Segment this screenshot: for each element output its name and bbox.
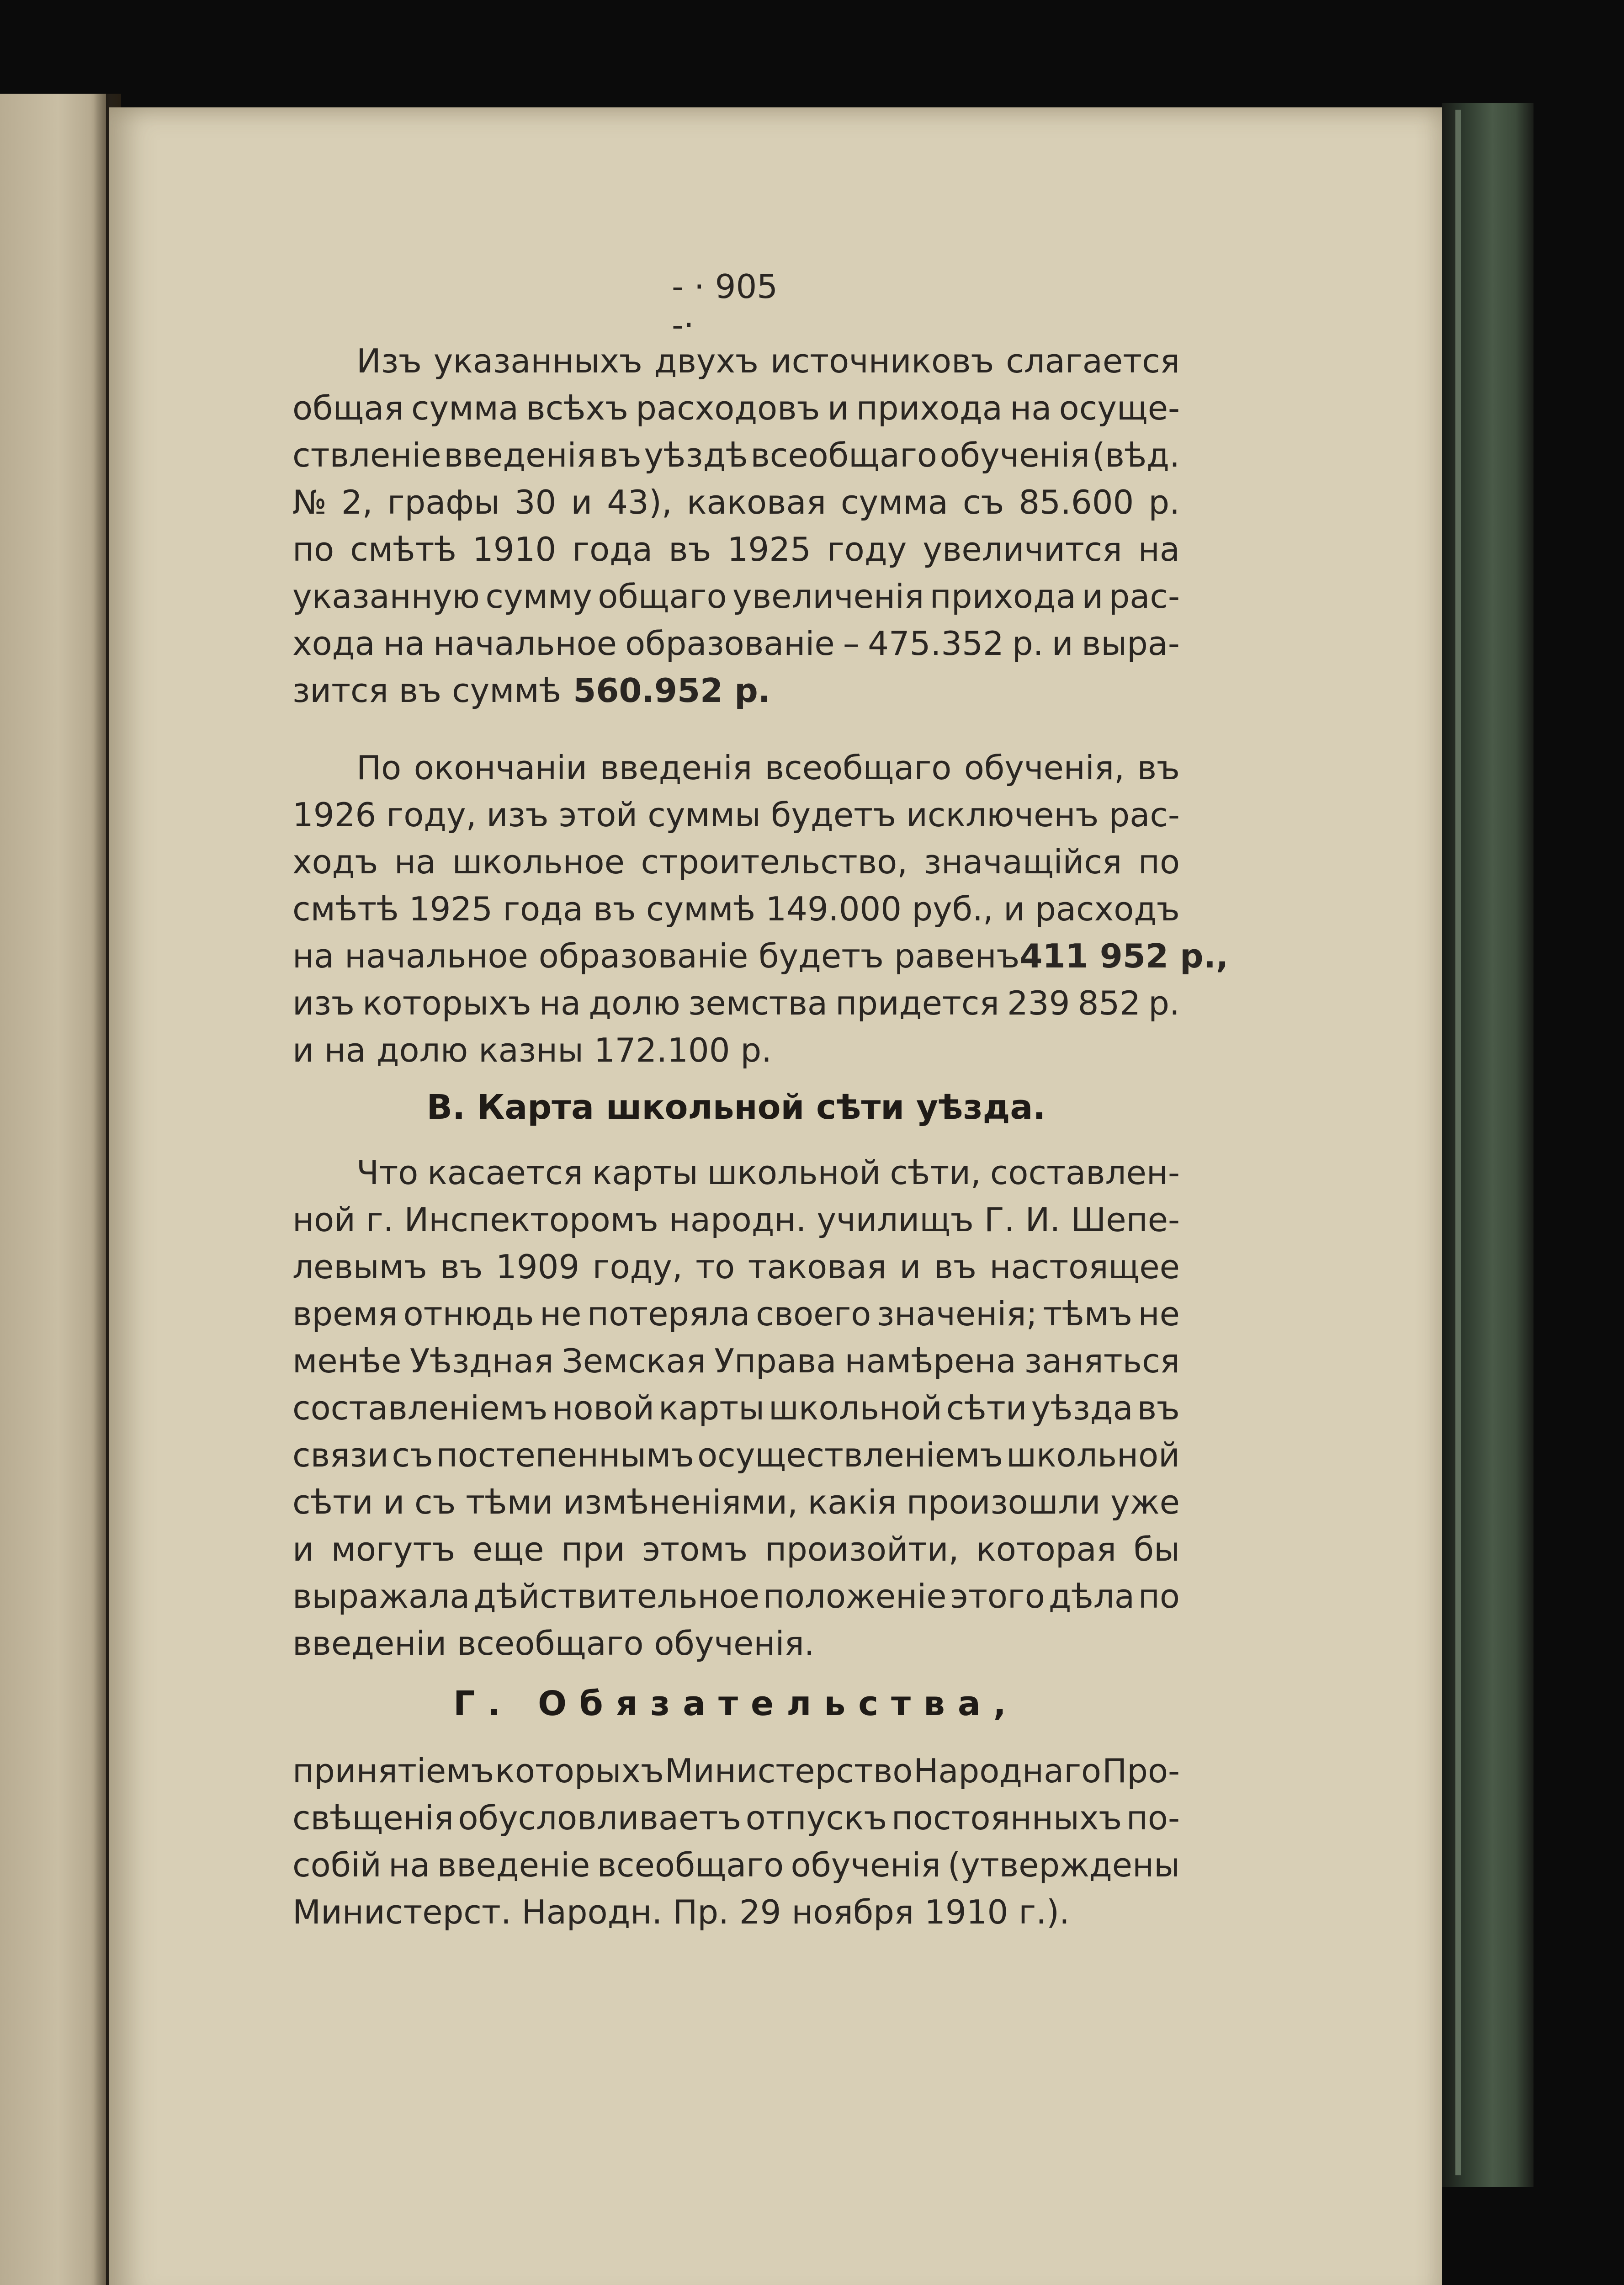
word: Инспекторомъ: [404, 1201, 658, 1239]
word: отпускъ: [745, 1799, 887, 1837]
word: (утверждены: [948, 1846, 1180, 1884]
word: №: [292, 483, 327, 521]
word: уже: [1110, 1483, 1180, 1521]
word: своего: [756, 1295, 871, 1333]
section-heading: Г. Обязательства,: [453, 1684, 1019, 1723]
word: школьной: [707, 1153, 881, 1192]
word: на: [388, 1846, 430, 1884]
word: образованіе: [625, 624, 835, 663]
word: Г.: [984, 1201, 1015, 1239]
word: суммѣ: [646, 890, 756, 928]
word: съ: [414, 1483, 456, 1521]
word: смѣтѣ: [350, 530, 456, 569]
word: карты: [592, 1153, 698, 1192]
word: 1925: [409, 890, 493, 928]
word: этого: [950, 1577, 1045, 1615]
word: и: [571, 483, 593, 521]
word: обученія: [791, 1846, 941, 1884]
word: настоящее: [989, 1248, 1180, 1286]
word: 239: [1007, 984, 1070, 1022]
text-line: Министерст. Народн. Пр. 29 ноября 1910 г.).: [292, 1893, 1070, 1931]
word: 30: [514, 483, 557, 521]
word: придется: [835, 984, 999, 1022]
word: 2,: [341, 483, 373, 521]
text-line: введеніи всеобщаго обученія.: [292, 1624, 815, 1663]
word: обученія: [939, 436, 1090, 474]
text-fragment: зится въ суммѣ: [292, 671, 562, 710]
text-line: [292, 479, 1180, 525]
word: на: [394, 843, 436, 881]
page-stack-edge: [1455, 110, 1461, 2175]
text-line: [292, 1526, 1180, 1572]
word: школьной: [1006, 1436, 1180, 1474]
word: выра-: [1081, 624, 1180, 663]
word: по-: [1126, 1799, 1180, 1837]
word: не: [1138, 1295, 1180, 1333]
word: потеряла: [587, 1295, 750, 1333]
word: по: [1138, 843, 1180, 881]
word: рас-: [1109, 577, 1180, 616]
word: изъ: [292, 984, 355, 1022]
word: этомъ: [642, 1530, 748, 1568]
word: дѣла: [1048, 1577, 1135, 1615]
word: произошли: [906, 1483, 1101, 1521]
word: И.: [1025, 1201, 1061, 1239]
word: левымъ: [292, 1248, 427, 1286]
word: руб.,: [912, 890, 993, 928]
word: общая: [292, 389, 404, 427]
word: этой: [558, 796, 638, 834]
text-line: [292, 621, 1180, 666]
word: указанныхъ: [433, 342, 642, 380]
word: долю: [589, 984, 680, 1022]
word: и: [383, 1483, 405, 1521]
word: осуще-: [1059, 389, 1180, 427]
word: 1925: [727, 530, 811, 569]
word: Народнаго: [913, 1752, 1102, 1790]
word: въ: [669, 530, 711, 569]
word: еще: [472, 1530, 544, 1568]
word: году: [827, 530, 907, 569]
section-heading: В. Карта школьной сѣти уѣзда.: [426, 1088, 1046, 1127]
text-line: [292, 1748, 1180, 1794]
word: училищъ: [817, 1201, 974, 1239]
word: рас-: [1109, 796, 1180, 834]
word: по: [292, 530, 334, 569]
word: 1909: [495, 1248, 580, 1286]
word: обусловливаетъ: [458, 1799, 742, 1837]
text-line: [292, 574, 1180, 619]
text-line: [292, 338, 1180, 384]
word: хода: [292, 624, 375, 663]
word: году,: [592, 1248, 683, 1286]
word: ствленіе: [292, 436, 441, 474]
text-line: [292, 1479, 1180, 1525]
text-line: [292, 1842, 1180, 1888]
word: заняться: [1024, 1342, 1180, 1380]
bold-amount: 411 952 р.,: [1019, 937, 1229, 975]
text-line: [292, 385, 1180, 431]
text-line: и на долю казны 172.100 р.: [292, 1031, 772, 1069]
word: на: [1010, 389, 1052, 427]
word: которыхъ: [495, 1752, 664, 1790]
word: исключенъ: [906, 796, 1099, 834]
word: введенія: [600, 749, 753, 787]
word: и: [292, 1530, 314, 1568]
word: Изъ: [356, 342, 422, 380]
word: По: [356, 749, 402, 787]
word: осуществленіемъ: [697, 1436, 1003, 1474]
word: р.: [1148, 483, 1180, 521]
page-number: - · 905 -·: [672, 267, 778, 344]
word: тѣмъ: [1043, 1295, 1132, 1333]
text-line: [292, 886, 1180, 932]
word: и: [1082, 577, 1104, 616]
word: въ: [934, 1248, 977, 1286]
word: новой: [552, 1389, 654, 1427]
word: школьной: [769, 1389, 942, 1427]
word: значащійся: [923, 843, 1122, 881]
word: измѣненіями,: [563, 1483, 798, 1521]
word: могутъ: [331, 1530, 456, 1568]
word: Про-: [1102, 1752, 1180, 1790]
word: суммы: [647, 796, 761, 834]
text-line: [292, 432, 1180, 478]
word: сѣти: [292, 1483, 373, 1521]
word: сумма: [840, 483, 948, 521]
word: 1926: [292, 796, 377, 834]
text-line: [292, 1432, 1180, 1478]
word: изъ: [486, 796, 549, 834]
word: –: [843, 624, 860, 663]
word: р.: [1012, 624, 1044, 663]
word: и: [1003, 890, 1025, 928]
word: сумму: [485, 577, 592, 616]
word: расходъ: [1035, 890, 1180, 928]
word: дѣйствительное: [473, 1577, 759, 1615]
word: введеніе: [437, 1846, 590, 1884]
word: окончаніи: [414, 749, 587, 787]
word: строительство,: [641, 843, 908, 881]
word: ходъ: [292, 843, 378, 881]
word: на: [539, 984, 581, 1022]
word: 852: [1077, 984, 1141, 1022]
word: отнюдь: [403, 1295, 534, 1333]
word: уѣзда: [1031, 1389, 1133, 1427]
text-line: [292, 1573, 1180, 1619]
word: двухъ: [654, 342, 759, 380]
word: не: [540, 1295, 582, 1333]
word: постепеннымъ: [436, 1436, 695, 1474]
word: произойти,: [765, 1530, 959, 1568]
word: положеніе: [763, 1577, 947, 1615]
text-line: [292, 933, 1229, 979]
text-line: [292, 526, 1180, 572]
word: и: [827, 389, 849, 427]
word: 475.352: [868, 624, 1004, 663]
word: земства: [688, 984, 828, 1022]
word: уѣздѣ: [644, 436, 748, 474]
word: какія: [807, 1483, 897, 1521]
word: на: [1138, 530, 1180, 569]
word: 149.000: [765, 890, 902, 928]
text-line: [292, 668, 1180, 713]
word: всеобщаго: [764, 749, 952, 787]
text-line: [292, 792, 1180, 838]
text-line: [292, 1338, 1180, 1384]
word: Уѣздная: [409, 1342, 554, 1380]
word: начальное: [433, 624, 617, 663]
word: въ: [599, 436, 642, 474]
word: указанную: [292, 577, 480, 616]
word: источниковъ: [770, 342, 994, 380]
word: которыхъ: [362, 984, 531, 1022]
word: съ: [962, 483, 1004, 521]
word: съ: [392, 1436, 433, 1474]
word: въ: [593, 890, 636, 928]
word: 43),: [607, 483, 672, 521]
word: намѣрена: [844, 1342, 1016, 1380]
word: составленіемъ: [292, 1389, 548, 1427]
word: школьное: [452, 843, 625, 881]
word: общаго: [598, 577, 727, 616]
word: менѣе: [292, 1342, 402, 1380]
word: въ: [1137, 1389, 1180, 1427]
word: связи: [292, 1436, 389, 1474]
text-line: [292, 1244, 1180, 1290]
word: смѣтѣ: [292, 890, 399, 928]
bold-amount: 560.952 р.: [573, 671, 771, 710]
word: въ: [1137, 749, 1180, 787]
word: каковая: [686, 483, 826, 521]
word: Земская: [562, 1342, 706, 1380]
word: увеличится: [923, 530, 1122, 569]
word: будетъ: [771, 796, 896, 834]
text-line: [292, 1385, 1180, 1431]
word: бы: [1133, 1530, 1180, 1568]
word: Управа: [714, 1342, 837, 1380]
word: всеобщаго: [750, 436, 937, 474]
word: 1910: [472, 530, 557, 569]
word: постоянныхъ: [891, 1799, 1122, 1837]
word: прихода: [929, 577, 1076, 616]
word: свѣщенія: [292, 1799, 454, 1837]
word: въ: [440, 1248, 483, 1286]
word: всѣхъ: [526, 389, 629, 427]
word: тѣми: [466, 1483, 553, 1521]
text-line: [292, 839, 1180, 885]
text-line: [292, 980, 1180, 1026]
word: увеличенія: [732, 577, 924, 616]
word: карты: [658, 1389, 765, 1427]
word: по: [1138, 1577, 1180, 1615]
word: р.: [1148, 984, 1180, 1022]
word: принятіемъ: [292, 1752, 494, 1790]
word: г.: [366, 1201, 394, 1239]
word: (вѣд.: [1092, 436, 1180, 474]
text-line: [292, 1197, 1180, 1243]
word: на: [383, 624, 425, 663]
word: прихода: [856, 389, 1003, 427]
word: Что: [356, 1153, 419, 1192]
word: введенія: [444, 436, 596, 474]
word: и: [1051, 624, 1073, 663]
word: народн.: [669, 1201, 807, 1239]
word: сѣти,: [890, 1153, 981, 1192]
word: касается: [427, 1153, 583, 1192]
text-line: [292, 1150, 1180, 1196]
word: ной: [292, 1201, 356, 1239]
text-line: [292, 1291, 1180, 1337]
word: то: [695, 1248, 735, 1286]
word: выражала: [292, 1577, 470, 1615]
word: сѣти: [946, 1389, 1027, 1427]
word: года: [503, 890, 584, 928]
word: и: [899, 1248, 921, 1286]
word: таковая: [748, 1248, 887, 1286]
word: обученія,: [964, 749, 1125, 787]
text-fragment: на начальное образованіе будетъ равенъ: [292, 937, 1020, 975]
word: году,: [386, 796, 477, 834]
word: года: [572, 530, 653, 569]
word: сумма: [411, 389, 519, 427]
word: значенія;: [876, 1295, 1037, 1333]
text-line: [292, 1795, 1180, 1841]
word: графы: [387, 483, 500, 521]
word: Министерство: [664, 1752, 913, 1790]
word: время: [292, 1295, 398, 1333]
word: расходовъ: [636, 389, 820, 427]
word: 85.600: [1019, 483, 1134, 521]
word: составлен-: [990, 1153, 1180, 1192]
word: при: [561, 1530, 625, 1568]
word: Шепе-: [1071, 1201, 1180, 1239]
word: которая: [976, 1530, 1116, 1568]
word: слагается: [1006, 342, 1180, 380]
word: собій: [292, 1846, 382, 1884]
left-page-edge: [0, 94, 106, 2285]
word: всеобщаго: [597, 1846, 784, 1884]
text-line: [292, 745, 1180, 791]
